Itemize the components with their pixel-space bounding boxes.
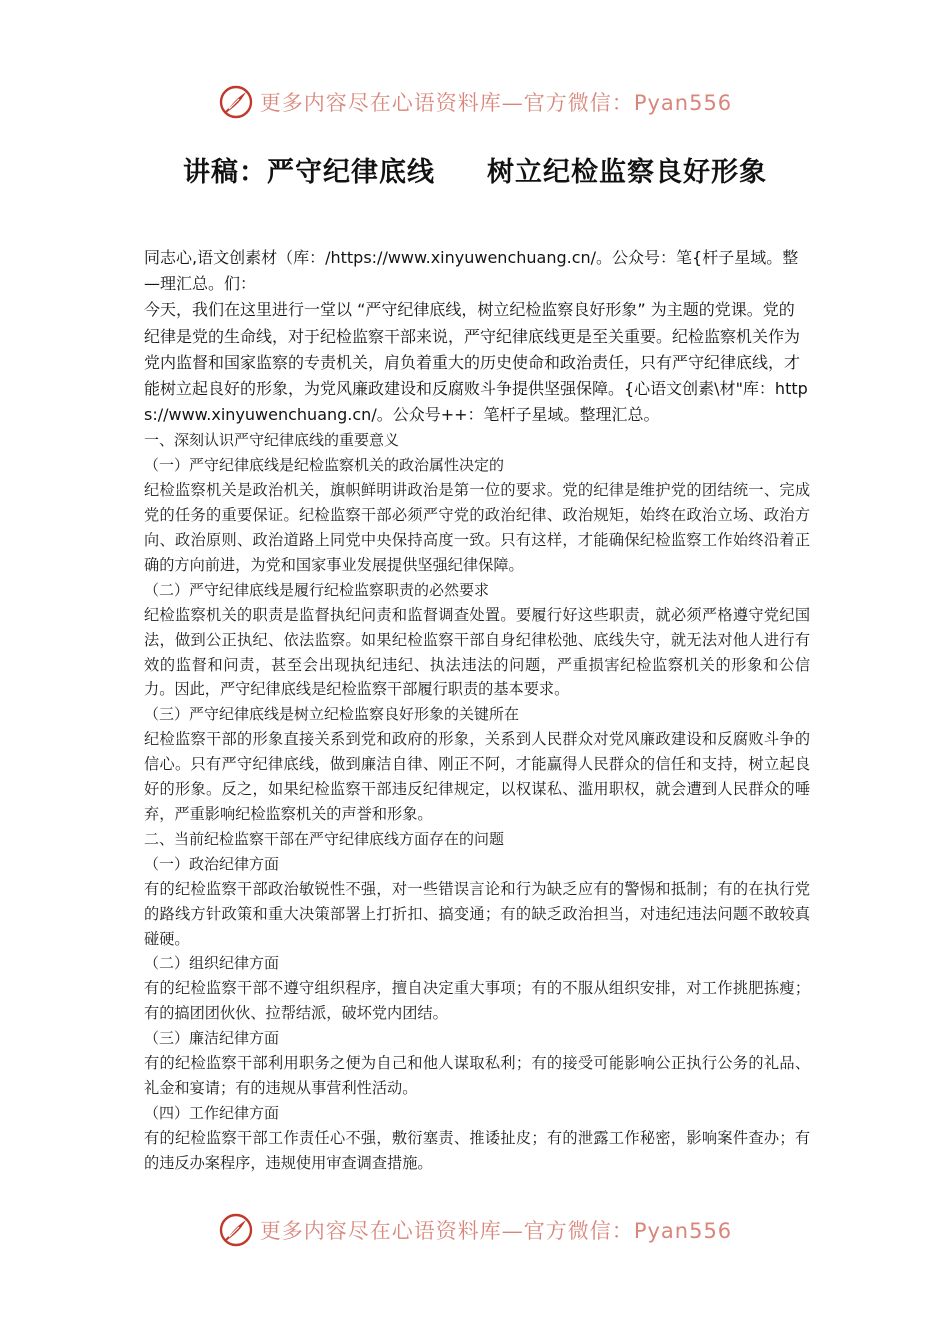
section-paragraph: 有的纪检监察干部利用职务之便为自己和他人谋取私利；有的接受可能影响公正执行公务的礼品、礼金和宴请；有的违规从事营利性活动。 xyxy=(144,1054,810,1097)
sections xyxy=(144,428,810,1175)
document-body xyxy=(144,245,810,1176)
header-banner xyxy=(0,82,950,122)
intro-paragraph: 今天，我们在这里进行一堂以 “严守纪律底线，树立纪检监察良好形象” 为主题的党课。党的纪律是党的生命线，对于纪检监察干部来说，严守纪律底线更是至关重要。纪检监察机关作为党内监督和国家监察的专责机关，肩负着重大的历史使命和政治责任，只有严守纪律底线，才能树立起良好的形象，为党风廉政建设和反腐败斗争提供坚强保障。{心语文创素\材"库：https://www.xinyuwenchuang.cn/。公众号++：笔杆子星域。整理汇总。 xyxy=(144,300,808,425)
section-heading: （四）工作纪律方面 xyxy=(144,1103,280,1122)
quill-logo-icon xyxy=(218,1212,254,1248)
section-paragraph: 纪检监察机关的职责是监督执纪问责和监督调查处置。要履行好这些职责，就必须严格遵守党纪国法，做到公正执纪、依法监察。如果纪检监察干部自身纪律松弛、底线失守，就无法对他人进行有效的监督和问责，甚至会出现执纪违纪、执法违法的问题，严重损害纪检监察机关的形象和公信力。因此，严守纪律底线是纪检监察干部履行职责的基本要求。 xyxy=(144,605,810,699)
quill-logo-icon xyxy=(218,84,254,120)
section-heading: （三）严守纪律底线是树立纪检监察良好形象的关键所在 xyxy=(144,705,520,724)
section-paragraph: 有的纪检监察干部工作责任心不强，敷衍塞责、推诿扯皮；有的泄露工作秘密，影响案件查办；有的违反办案程序，违规使用审查调查措施。 xyxy=(144,1128,810,1172)
banner-text: 更多内容尽在心语资料库—官方微信：Pyan556 xyxy=(259,1219,733,1243)
section-heading: 二、当前纪检监察干部在严守纪律底线方面存在的问题 xyxy=(144,829,505,848)
section-paragraph: 纪检监察机关是政治机关，旗帜鲜明讲政治是第一位的要求。党的纪律是维护党的团结统一、完成党的任务的重要保证。纪检监察干部必须严守党的政治纪律、政治规矩，始终在政治立场、政治方向、政治原则、政治道路上同党中央保持高度一致。只有这样，才能确保纪检监察工作始终沿着正确的方向前进，为党和国家事业发展提供坚强纪律保障。 xyxy=(144,481,810,574)
section-heading: （二）组织纪律方面 xyxy=(144,954,280,973)
section-paragraph: 有的纪检监察干部不遵守组织程序，擅自决定重大事项；有的不服从组织安排，对工作挑肥拣瘦；有的搞团团伙伙、拉帮结派，破坏党内团结。 xyxy=(144,979,810,1023)
wechat-id: Pyan556 xyxy=(633,91,733,115)
section-heading: （一）政治纪律方面 xyxy=(144,854,280,873)
section-heading: （一）严守纪律底线是纪检监察机关的政治属性决定的 xyxy=(144,456,505,475)
banner-text: 更多内容尽在心语资料库—官方微信：Pyan556 xyxy=(259,91,733,115)
wechat-id: Pyan556 xyxy=(633,1219,733,1243)
intro-source-line: 同志心,语文创素材（库：/https://www.xinyuwenchuang.cn/。公众号：笔{杆子星域。整—理汇总。们： xyxy=(144,248,799,294)
section-heading: 一、深刻认识严守纪律底线的重要意义 xyxy=(144,431,400,450)
section-paragraph: 有的纪检监察干部政治敏锐性不强，对一些错误言论和行为缺乏应有的警惕和抵制；有的在执行党的路线方针政策和重大决策部署上打折扣、搞变通；有的缺乏政治担当，对违纪违法问题不敢较真碰硬。 xyxy=(144,879,810,948)
section-heading: （二）严守纪律底线是履行纪检监察职责的必然要求 xyxy=(144,580,490,599)
section-heading: （三）廉洁纪律方面 xyxy=(144,1029,280,1048)
document-title: 讲稿：严守纪律底线 树立纪检监察良好形象 xyxy=(183,157,767,188)
footer-banner xyxy=(0,1210,950,1250)
section-paragraph: 纪检监察干部的形象直接关系到党和政府的形象，关系到人民群众对党风廉政建设和反腐败斗争的信心。只有严守纪律底线，做到廉洁自律、刚正不阿，才能赢得人民群众的信任和支持，树立起良好的形象。反之，如果纪检监察干部违反纪律规定，以权谋私、滥用职权，就会遭到人民群众的唾弃，严重影响纪检监察机关的声誉和形象。 xyxy=(144,730,810,824)
